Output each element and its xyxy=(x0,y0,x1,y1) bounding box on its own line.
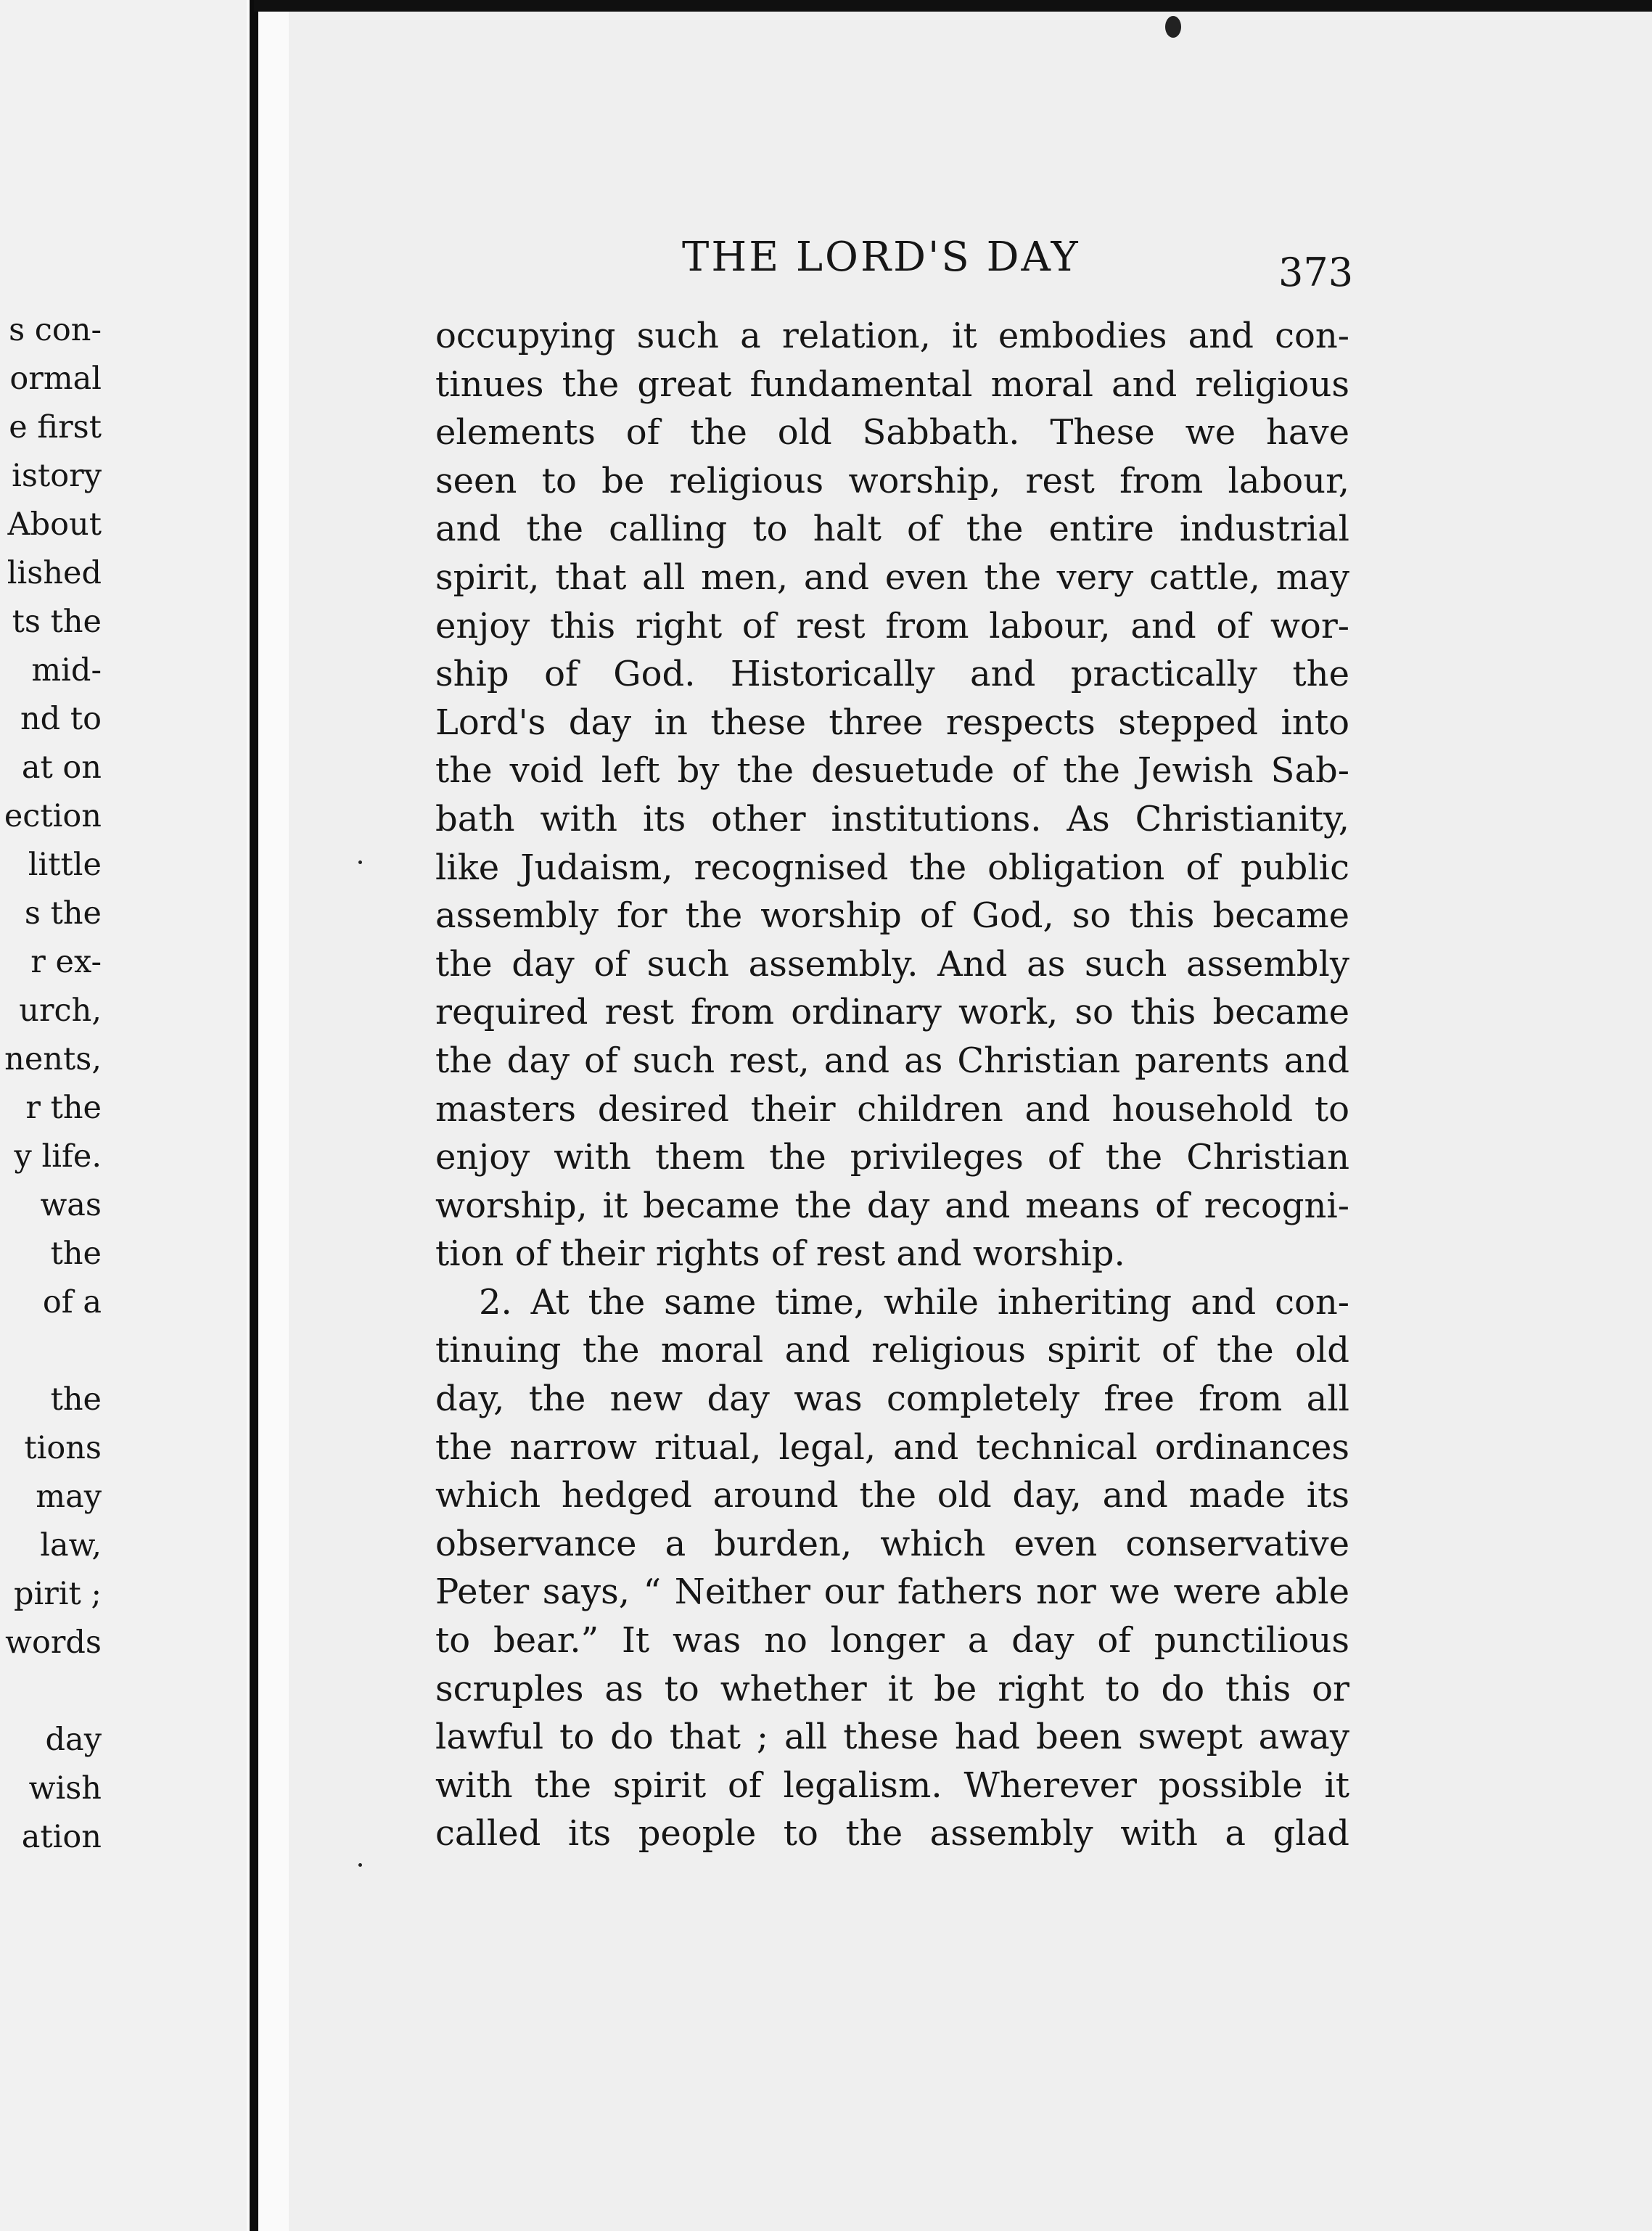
scan-top-border xyxy=(254,0,1652,12)
facing-line: the xyxy=(50,1381,102,1418)
facing-line: ormal xyxy=(9,361,102,397)
facing-line-gap xyxy=(0,1327,102,1376)
text-line: masters desired their children and household to xyxy=(435,1088,1349,1130)
text-line: enjoy with them the privileges of the Christian xyxy=(435,1137,1349,1178)
text-line: with the spirit of legalism. Wherever possible it xyxy=(435,1764,1349,1806)
facing-line: words xyxy=(5,1624,102,1661)
text-line: worship, it became the day and means of recogni- xyxy=(435,1185,1349,1226)
facing-line: law, xyxy=(40,1527,102,1564)
facing-line: day xyxy=(45,1722,102,1758)
facing-line: urch, xyxy=(19,993,102,1029)
text-line: seen to be religious worship, rest from labour, xyxy=(435,460,1349,501)
text-line: like Judaism, recognised the obligation of public xyxy=(435,847,1349,888)
text-line: the day of such rest, and as Christian parents and xyxy=(435,1040,1349,1081)
text-line: Lord's day in these three respects stepped into xyxy=(435,702,1349,743)
facing-line: nents, xyxy=(4,1041,102,1077)
text-line: spirit, that all men, and even the very cattle, may xyxy=(435,556,1349,598)
facing-line: ts the xyxy=(12,604,102,640)
facing-line: of a xyxy=(42,1284,102,1320)
text-line: lawful to do that ; all these had been swept away xyxy=(435,1717,1349,1758)
facing-line: s con- xyxy=(9,312,102,348)
facing-line: nd to xyxy=(20,701,102,737)
text-line: Peter says, “ Neither our fathers nor we were able xyxy=(435,1571,1349,1613)
text-line: ship of God. Historically and practically the xyxy=(435,654,1349,695)
scan-speck xyxy=(358,1863,362,1867)
facing-line: the xyxy=(50,1236,102,1272)
text-line: the day of such assembly. And as such assembly xyxy=(435,943,1349,985)
facing-line: lished xyxy=(7,555,102,591)
facing-line: e first xyxy=(9,409,102,445)
text-line: occupying such a relation, it embodies and con- xyxy=(435,316,1349,356)
facing-page xyxy=(0,0,247,2231)
text-line: day, the new day was completely free from all xyxy=(435,1379,1349,1420)
text-line: called its people to the assembly with a glad xyxy=(435,1813,1349,1854)
facing-line: istory xyxy=(12,458,102,494)
text-line: elements of the old Sabbath. These we have xyxy=(435,412,1349,453)
text-line: which hedged around the old day, and made its xyxy=(435,1475,1349,1516)
text-line: required rest from ordinary work, so this became xyxy=(435,992,1349,1033)
facing-line: may xyxy=(36,1479,102,1515)
scan-speck xyxy=(358,860,362,864)
text-line: and the calling to halt of the entire industrial xyxy=(435,509,1349,550)
binding-edge xyxy=(250,0,258,2231)
facing-line-gap xyxy=(0,1667,102,1716)
facing-line: ection xyxy=(4,798,102,834)
text-line: tinuing the moral and religious spirit of the old xyxy=(435,1330,1349,1371)
text-line: assembly for the worship of God, so this became xyxy=(435,895,1349,937)
paragraph-end-line: tion of their rights of rest and worship. xyxy=(435,1233,1125,1275)
text-line: observance a burden, which even conservative xyxy=(435,1523,1349,1564)
facing-line: y life. xyxy=(14,1138,102,1175)
running-head: THE LORD'S DAY xyxy=(682,234,1080,281)
text-line: the void left by the desuetude of the Jewish Sab- xyxy=(435,750,1349,792)
facing-line: tions xyxy=(24,1430,102,1466)
page-number: 373 xyxy=(1278,250,1354,295)
facing-line: ation xyxy=(21,1819,102,1855)
text-line: the narrow ritual, legal, and technical ordinances xyxy=(435,1426,1349,1468)
text-line: scruples as to whether it be right to do this or xyxy=(435,1668,1349,1709)
facing-page-text xyxy=(0,306,102,1862)
facing-line: About xyxy=(7,506,102,543)
body-text xyxy=(435,312,1349,1858)
text-line: enjoy this right of rest from labour, and of wor- xyxy=(435,605,1349,646)
facing-line: r the xyxy=(25,1090,102,1126)
facing-line: s the xyxy=(24,895,102,932)
text-line: to bear.” It was no longer a day of punctilious xyxy=(435,1620,1349,1661)
scan-speck xyxy=(1165,16,1181,38)
facing-line: mid- xyxy=(31,652,102,689)
facing-line: r ex- xyxy=(30,944,102,980)
text-line: tinues the great fundamental moral and religious xyxy=(435,363,1349,405)
facing-line: at on xyxy=(21,749,102,786)
text-line: bath with its other institutions. As Christianity, xyxy=(435,798,1349,839)
facing-line: little xyxy=(28,847,102,883)
facing-line: was xyxy=(40,1187,102,1223)
facing-line: wish xyxy=(28,1770,102,1807)
facing-line: pirit ; xyxy=(13,1576,102,1612)
paragraph-start-line: 2. At the same time, while inheriting and con- xyxy=(479,1281,1349,1323)
